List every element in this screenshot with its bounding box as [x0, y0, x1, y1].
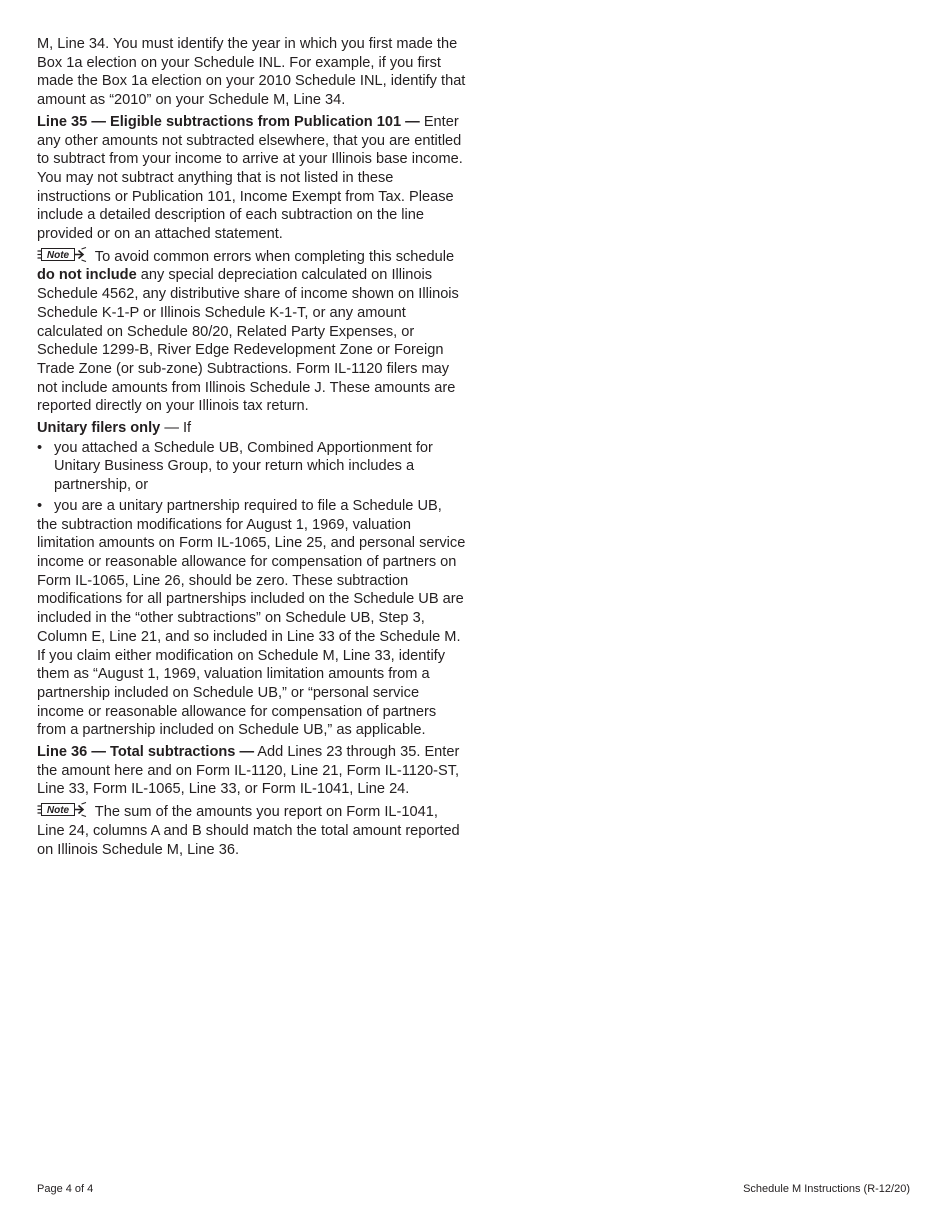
document-revision: Schedule M Instructions (R-12/20): [743, 1183, 910, 1195]
bullet-text: you attached a Schedule UB, Combined Apportionment for Unitary Business Group, to your return which includes a partnership, or: [54, 439, 433, 494]
unitary-heading-suffix: — If: [160, 420, 192, 437]
intro-paragraph: M, Line 34. You must identify the year in which you first made the Box 1a election on your Schedule INL. For example, if you first made the Box 1a election on your 2010 Schedule INL, identify that amount as “2010” on your Schedule M, Line 34.: [37, 36, 466, 109]
unitary-body: the subtraction modifications for August 1, 1969, valuation limitation amounts on Form IL-1065, Line 25, and personal service income or reasonable allowance for compensation of partners on Form IL-1065, Line 26, should be zero. These subtraction modifications for all partnerships included on the Schedule UB are included in the “other subtractions” on Schedule UB, Step 3, Column E, Line 21, and so included in Line 33 of the Schedule M. If you claim either modification on Schedule M, Line 33, identify them as “August 1, 1969, valuation limitation amounts from a partnership included on Schedule UB,” or “personal service income or reasonable allowance for compensation of partners from a partnership included on Schedule UB,” as applicable.: [37, 516, 466, 739]
instructions-column: [37, 35, 467, 862]
line-35-body: Enter any other amounts not subtracted elsewhere, that you are entitled to subtract from your income to arrive at your Illinois base income. You may not subtract anything that is not listed in these instructions or Publication 101, Income Exempt from Tax. Please include a detailed description of each subtraction on the line provided or on an attached statement.: [37, 113, 463, 243]
unitary-heading: Unitary filers only: [37, 420, 161, 437]
line-36-heading: Line 36 — Total subtractions —: [37, 744, 255, 761]
list-item: [37, 497, 467, 516]
bullet-icon: •: [37, 439, 43, 456]
note-paragraph-1: [37, 247, 467, 416]
page-number: Page 4 of 4: [37, 1183, 94, 1195]
line-36-body: Add Lines 23 through 35. Enter the amount here and on Form IL-1120, Line 21, Form IL-1120-ST, Line 33, Form IL-1065, Line 33, or Form IL-1041, Line 24.: [37, 744, 460, 798]
note-1-emphasis: do not include: [37, 267, 137, 284]
note-arrow-icon: [37, 802, 87, 817]
note-1-before: To avoid common errors when completing this schedule: [91, 248, 455, 265]
line-35-section: [37, 113, 467, 244]
line-36-section: [37, 743, 467, 799]
note-badge-label: Note: [46, 249, 70, 261]
bullet-text: you are a unitary partnership required to file a Schedule UB,: [54, 497, 442, 514]
note-2-body: The sum of the amounts you report on Form IL-1041, Line 24, columns A and B should match the total amount reported on Illinois Schedule M, Line 36.: [37, 804, 460, 858]
note-paragraph-2: [37, 802, 467, 859]
note-1-after: any special depreciation calculated on Illinois Schedule 4562, any distributive share of income shown on Illinois Schedule K-1-P or Illinois Schedule K-1-T, or any amount calculated on Schedule 80/20, Related Party Expenses, or Schedule 1299-B, River Edge Redevelopment Zone or Foreign Trade Zone (or sub-zone) Subtractions. Form IL-1120 filers may not include amounts from Illinois Schedule J. These amounts are reported directly on your Illinois tax return.: [37, 267, 459, 415]
note-arrow-icon: [37, 247, 87, 262]
note-badge-label: Note: [46, 805, 70, 817]
bullet-icon: •: [37, 497, 43, 514]
line-35-heading: Line 35 — Eligible subtractions from Publication 101 —: [37, 113, 420, 130]
list-item: [37, 439, 467, 495]
unitary-bullet-list: [37, 439, 467, 516]
unitary-heading-line: [37, 419, 467, 438]
